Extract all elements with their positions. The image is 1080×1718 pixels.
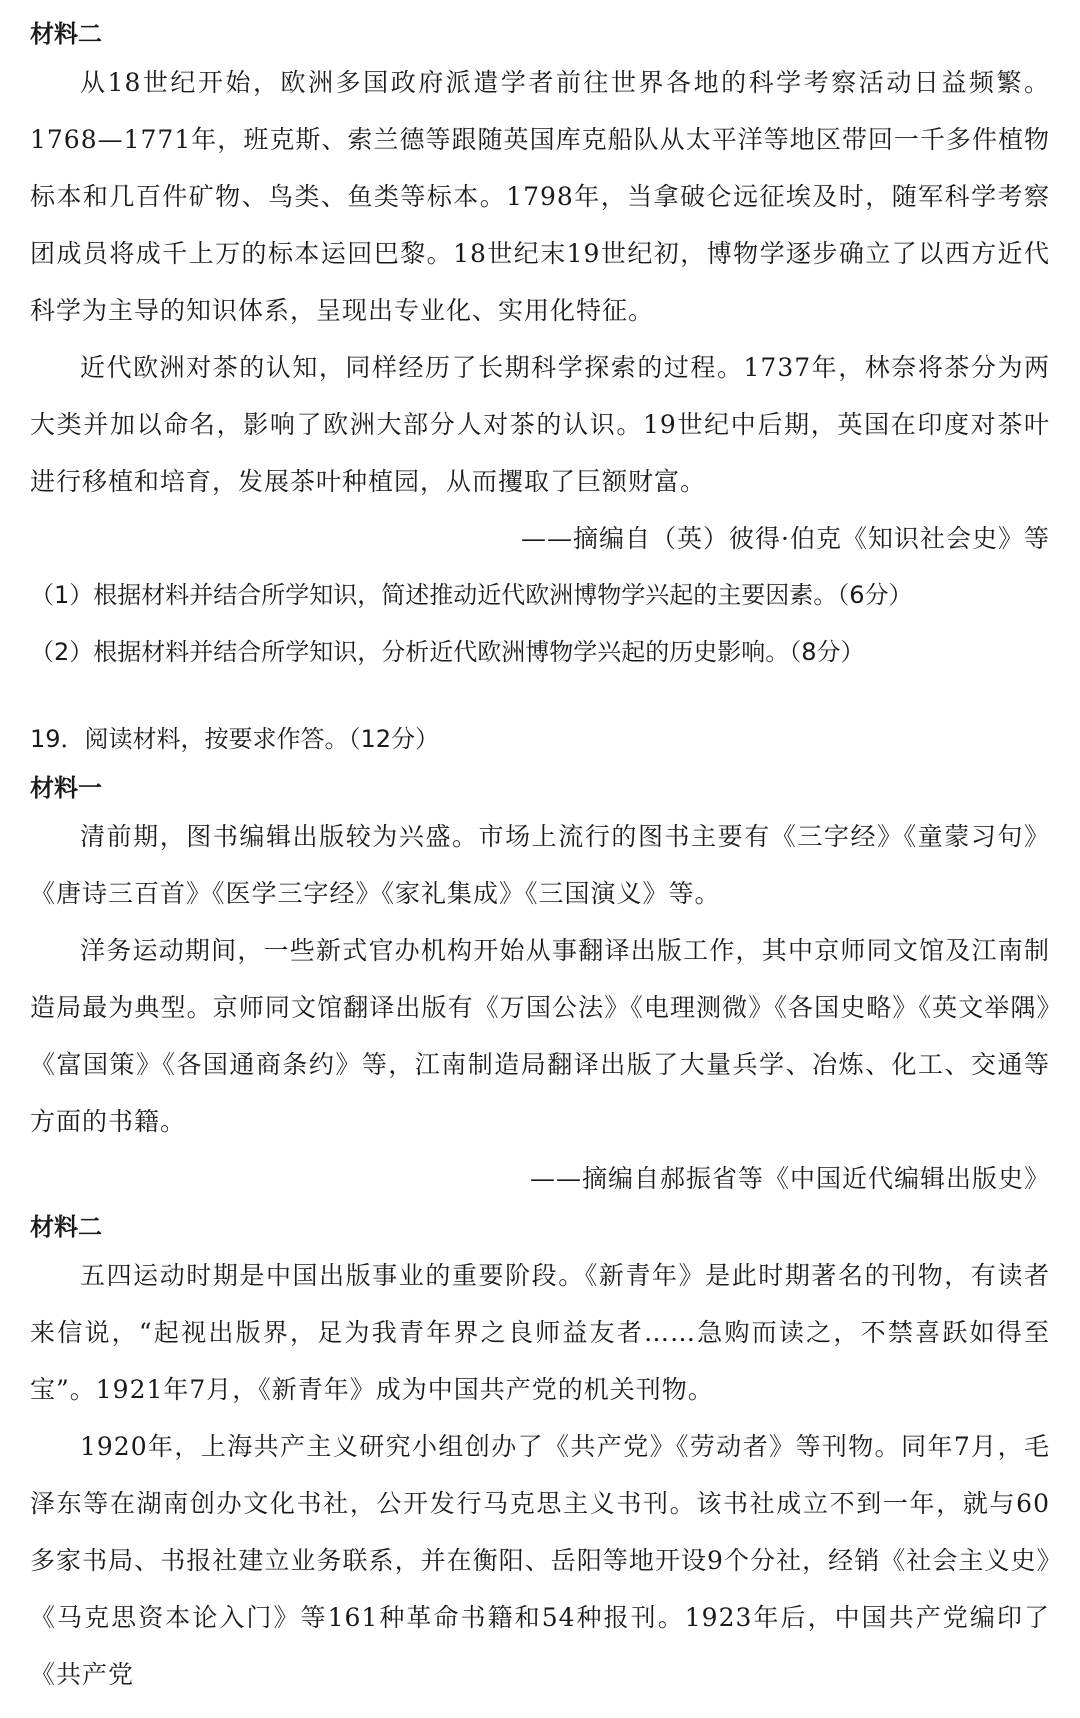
material-heading: 材料二 (30, 1213, 102, 1241)
sub-question: （2）根据材料并结合所学知识，分析近代欧洲博物学兴起的历史影响。（8分） (30, 638, 865, 666)
question-19 (30, 711, 1050, 1703)
section-material-two (30, 14, 1050, 681)
paragraph: 1920年，上海共产主义研究小组创办了《共产党》《劳动者》等刊物。同年7月，毛泽东等在湖南创办文化书社，公开发行马克思主义书刊。该书社成立不到一年，就与60多家书局、书报社建立业务联系，并在衡阳、岳阳等地开设9个分社，经销《社会主义史》《马克思资本论入门》等161种革命书籍和54种报刊。1923年后，中国共产党编印了《共产党 (30, 1432, 1050, 1689)
paragraph: 从18世纪开始，欧洲多国政府派遣学者前往世界各地的科学考察活动日益频繁。1768—1771年，班克斯、索兰德等跟随英国库克船队从太平洋等地区带回一千多件植物标本和几百件矿物、鸟类、鱼类等标本。1798年，当拿破仑远征埃及时，随军科学考察团成员将成千上万的标本运回巴黎。18世纪末19世纪初，博物学逐步确立了以西方近代科学为主导的知识体系，呈现出专业化、实用化特征。 (30, 68, 1050, 325)
sub-question: （1）根据材料并结合所学知识，简述推动近代欧洲博物学兴起的主要因素。（6分） (30, 581, 913, 609)
exam-page (30, 14, 1050, 1703)
paragraph: 洋务运动期间，一些新式官办机构开始从事翻译出版工作，其中京师同文馆及江南制造局最为典型。京师同文馆翻译出版有《万国公法》《电理测微》《各国史略》《英文举隅》《富国策》《各国通商条约》等，江南制造局翻译出版了大量兵学、冶炼、化工、交通等方面的书籍。 (30, 936, 1050, 1136)
paragraph: 近代欧洲对茶的认知，同样经历了长期科学探索的过程。1737年，林奈将茶分为两大类并加以命名，影响了欧洲大部分人对茶的认识。19世纪中后期，英国在印度对茶叶进行移植和培育，发展茶叶种植园，从而攫取了巨额财富。 (30, 353, 1050, 496)
paragraph: 五四运动时期是中国出版事业的重要阶段。《新青年》是此时期著名的刊物，有读者来信说，“起视出版界，足为我青年界之良师益友者……急购而读之，不禁喜跃如得至宝”。1921年7月，《新青年》成为中国共产党的机关刊物。 (30, 1261, 1050, 1404)
material-heading: 材料一 (30, 774, 102, 802)
paragraph: 清前期，图书编辑出版较为兴盛。市场上流行的图书主要有《三字经》《童蒙习句》《唐诗三百首》《医学三字经》《家礼集成》《三国演义》等。 (30, 822, 1050, 908)
question-title: 19．阅读材料，按要求作答。（12分） (30, 725, 440, 753)
source-citation: ——摘编自（英）彼得·伯克《知识社会史》等 (521, 524, 1050, 553)
source-citation: ——摘编自郝振省等《中国近代编辑出版史》 (529, 1164, 1050, 1193)
material-heading: 材料二 (30, 20, 102, 48)
